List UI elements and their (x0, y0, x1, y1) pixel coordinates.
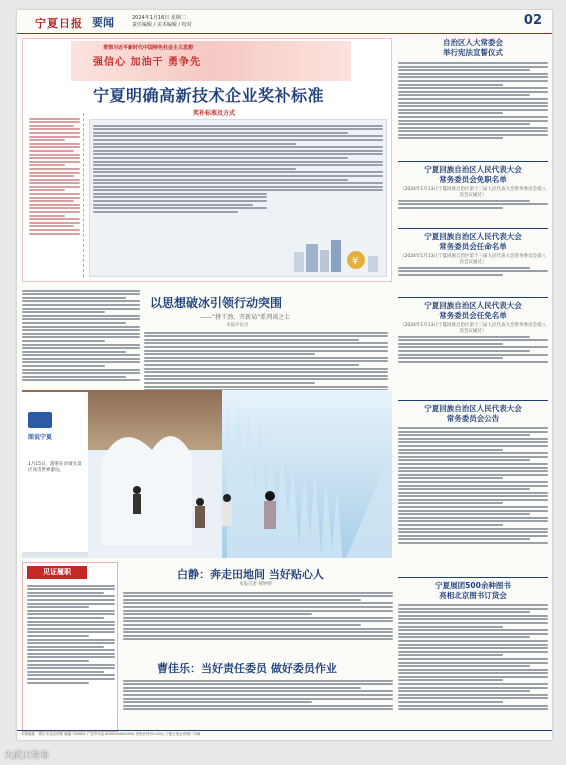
right-column (398, 38, 548, 728)
story-body (123, 590, 393, 642)
announcement-story (398, 404, 548, 574)
story-body (123, 678, 393, 712)
story-title: 宁夏展团500余种图书 亮相北京图书订货会 (435, 581, 511, 600)
date-line: 2024年1月16日 星期二 责任编辑 / 美术编辑 / 校对 (132, 15, 192, 28)
photo-caption: 1月15日，游客在沙坡头景区冰雪世界游玩。 (28, 462, 82, 473)
constitution-oath-story (398, 38, 548, 158)
story-subtitle: （2024年1月13日宁夏回族自治区第十三届人民代表大会常务委员会第八次会议通过） (399, 254, 547, 265)
story-subtitle: （2024年1月13日宁夏回族自治区第十三届人民代表大会常务委员会第八次会议通过） (399, 323, 547, 334)
section-name: 要闻 (92, 16, 114, 29)
story-subtitle: （2024年1月13日宁夏回族自治区第十三届人民代表大会常务委员会第八次会议通过） (399, 187, 547, 198)
masthead (17, 10, 552, 34)
lead-intro-text (26, 113, 84, 277)
svg-text:¥: ¥ (352, 256, 359, 267)
appointment-list (398, 232, 548, 294)
page-number: 02 (523, 13, 542, 28)
story-headline-bai-jing: 白静：奔走田地间 当好贴心人 (177, 568, 324, 581)
slogan: 强信心 加油干 勇争先 (93, 57, 201, 68)
subsidy-details (89, 119, 387, 277)
photo-tag: 图说宁夏 (28, 434, 53, 441)
footer-info: 本报地址：银川市北京东路 邮编 750004 广告许可证 6400004000030 零售价每份1.00元 宁夏日报社印刷厂印刷 (17, 730, 552, 740)
story-author: 本报记者 郝婷婷 (239, 582, 272, 587)
newspaper-page (17, 10, 552, 740)
newspaper-logo: 宁夏日报 (35, 17, 83, 30)
lead-story (22, 38, 392, 282)
story-title: 宁夏回族自治区人民代表大会 常务委员会免职名单 (424, 165, 522, 184)
lead-headline: 宁夏明确高新技术企业奖补标准 (93, 86, 325, 105)
subsidy-box-title: 奖补标准及方式 (193, 110, 236, 117)
text-column (22, 288, 140, 383)
commentary-author: 本报评论员 (226, 323, 249, 328)
commentary-headline: 以思想破冰引领行动突围 (150, 296, 283, 310)
story-title: 宁夏回族自治区人民代表大会 常务委员会公告 (424, 404, 522, 423)
story-headline-cao-jiale: 曹佳乐：当好责任委员 做好委员作业 (157, 662, 337, 675)
photo-caption-box (22, 392, 88, 552)
witness-column (22, 562, 118, 732)
appointment-dismissal-list (398, 301, 548, 397)
commentary-subtitle: ——“拼干劲、开新局”系列谈之七 (200, 314, 291, 321)
city-illustration (292, 238, 382, 272)
dismissal-list (398, 165, 548, 225)
story-title: 宁夏回族自治区人民代表大会 常务委员会任免名单 (424, 301, 522, 320)
column-label: 见证履职 (27, 566, 87, 579)
book-fair-story (398, 581, 548, 741)
story-title: 宁夏回族自治区人民代表大会 常务委员会任命名单 (424, 232, 522, 251)
camera-icon (28, 412, 52, 428)
story-title: 自治区人大常委会 举行宪法宣誓仪式 (443, 38, 503, 57)
slogan-subtitle: 贯彻习近平新时代中国特色社会主义思想 (103, 45, 194, 51)
watermark: 大武口发布 (4, 751, 50, 761)
